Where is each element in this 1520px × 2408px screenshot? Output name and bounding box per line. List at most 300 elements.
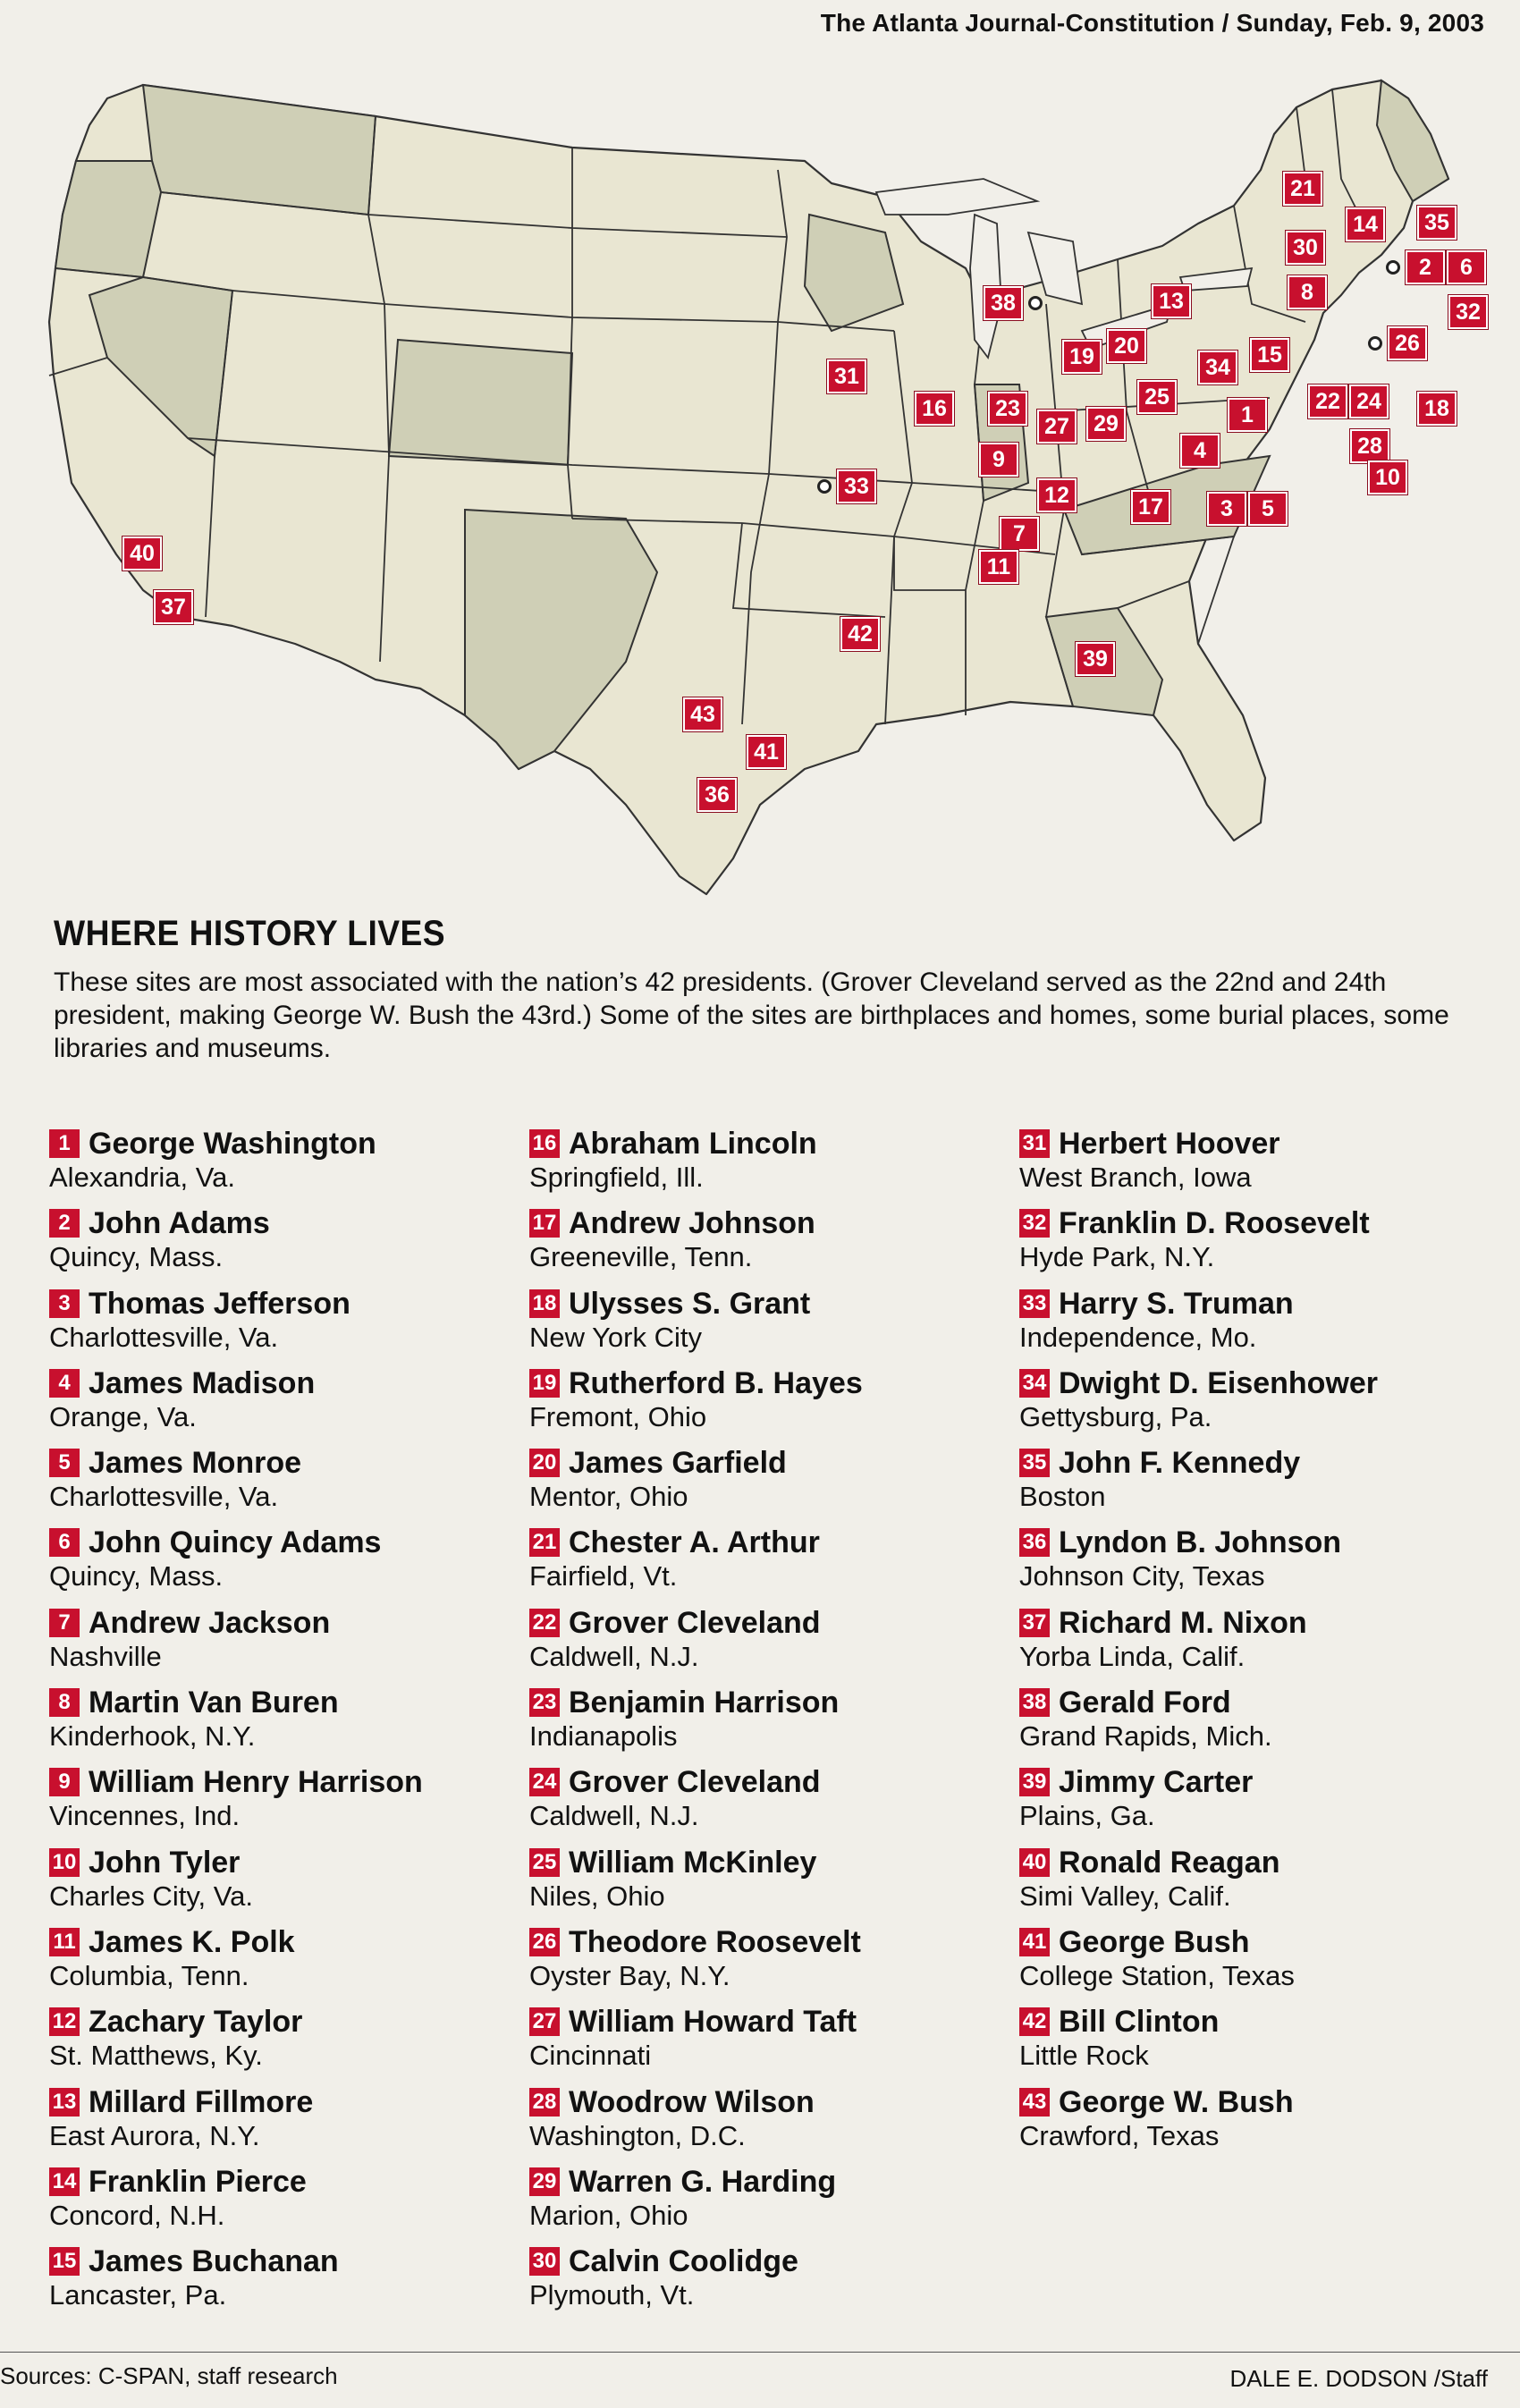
president-entry <box>529 1524 994 1603</box>
president-name: James Garfield <box>569 1446 787 1481</box>
president-number-badge: 25 <box>529 1848 560 1877</box>
page-title: WHERE HISTORY LIVES <box>54 914 446 953</box>
president-site-location: Quincy, Mass. <box>49 1241 224 1273</box>
president-site-location: St. Matthews, Ky. <box>49 2040 263 2072</box>
president-name-row <box>49 1444 514 1482</box>
president-entry <box>1019 1844 1484 1923</box>
marker-label-34: 34 <box>1198 351 1237 384</box>
president-name-row <box>1019 1604 1484 1642</box>
president-site-location: Concord, N.H. <box>49 2199 225 2231</box>
marker-label-13: 13 <box>1152 284 1191 318</box>
president-entry <box>1019 1204 1484 1284</box>
president-name: Lyndon B. Johnson <box>1059 1525 1342 1560</box>
map-marker-22-24[interactable] <box>1308 384 1389 418</box>
president-number-badge: 35 <box>1019 1449 1050 1477</box>
map-marker-40[interactable] <box>122 537 162 570</box>
president-site-location: Washington, D.C. <box>529 2119 746 2151</box>
president-number-badge: 9 <box>49 1768 80 1796</box>
president-entry <box>49 1524 514 1603</box>
president-number-badge: 8 <box>49 1688 80 1717</box>
president-name: Thomas Jefferson <box>89 1286 350 1321</box>
president-name: James Buchanan <box>89 2244 339 2279</box>
president-number-badge: 41 <box>1019 1928 1050 1956</box>
president-site-location: Lancaster, Pa. <box>49 2279 227 2311</box>
president-site-location: Charlottesville, Va. <box>49 1321 279 1353</box>
president-entry <box>49 1923 514 2003</box>
president-name-row <box>529 1763 994 1801</box>
president-site-location: Columbia, Tenn. <box>49 1959 249 1991</box>
map-marker-7[interactable] <box>1000 517 1039 551</box>
marker-label-32: 32 <box>1448 295 1488 329</box>
president-site-location: Hyde Park, N.Y. <box>1019 1241 1215 1273</box>
marker-label-40: 40 <box>122 537 162 570</box>
marker-label-33: 33 <box>837 469 876 503</box>
marker-label-21: 21 <box>1283 172 1322 206</box>
president-number-badge: 12 <box>49 2007 80 2036</box>
marker-label-3: 3 <box>1207 492 1246 526</box>
president-name: Harry S. Truman <box>1059 1286 1294 1321</box>
president-entry <box>1019 1763 1484 1843</box>
marker-dot <box>1368 336 1382 351</box>
map-marker-15[interactable] <box>1250 338 1289 372</box>
map-marker-25[interactable] <box>1137 380 1177 414</box>
map-marker-17[interactable] <box>1131 490 1170 524</box>
president-entry <box>529 1204 994 1284</box>
president-number-badge: 14 <box>49 2167 80 2196</box>
marker-label-14: 14 <box>1346 207 1385 241</box>
president-entry <box>529 1285 994 1365</box>
marker-label-4: 4 <box>1180 434 1220 468</box>
president-name-row <box>49 1285 514 1322</box>
president-name-row <box>1019 1684 1484 1721</box>
president-entry <box>529 1365 994 1444</box>
president-number-badge: 30 <box>529 2247 560 2276</box>
president-number-badge: 29 <box>529 2167 560 2196</box>
president-name-row <box>49 2243 514 2280</box>
president-entry <box>529 1844 994 1923</box>
president-name-row <box>49 1763 514 1801</box>
marker-label-30: 30 <box>1286 231 1325 265</box>
marker-label-15: 15 <box>1250 338 1289 372</box>
president-name-row <box>49 2003 514 2040</box>
sources-note: Sources: C-SPAN, staff research <box>0 2362 338 2389</box>
president-name-row <box>49 2163 514 2201</box>
president-name-row <box>529 2083 994 2121</box>
map-marker-38[interactable] <box>984 286 1043 320</box>
president-name: George Bush <box>1059 1924 1250 1959</box>
president-name-row <box>529 1844 994 1881</box>
president-number-badge: 2 <box>49 1209 80 1238</box>
president-name-row <box>49 1125 514 1162</box>
president-name: Andrew Jackson <box>89 1605 331 1640</box>
president-number-badge: 22 <box>529 1609 560 1637</box>
president-name-row <box>1019 2083 1484 2121</box>
map-marker-29[interactable] <box>1086 407 1126 441</box>
president-name: James Monroe <box>89 1446 302 1481</box>
marker-label-20: 20 <box>1107 329 1146 363</box>
president-name: Franklin D. Roosevelt <box>1059 1206 1370 1241</box>
president-name: Theodore Roosevelt <box>569 1924 861 1959</box>
president-site-location: Niles, Ohio <box>529 1880 665 1912</box>
president-name-row <box>49 1844 514 1881</box>
president-number-badge: 24 <box>529 1768 560 1796</box>
president-site-location: Johnson City, Texas <box>1019 1560 1265 1593</box>
marker-dot <box>817 479 832 494</box>
president-name-row <box>529 1125 994 1162</box>
president-entry <box>49 1684 514 1763</box>
president-name-row <box>1019 1285 1484 1322</box>
president-name: Martin Van Buren <box>89 1686 339 1720</box>
marker-label-42: 42 <box>840 617 880 651</box>
president-number-badge: 42 <box>1019 2007 1050 2036</box>
marker-label-1: 1 <box>1228 398 1267 432</box>
marker-label-10: 10 <box>1368 460 1407 494</box>
president-entry <box>49 1763 514 1843</box>
us-map <box>0 36 1520 912</box>
president-name-row <box>529 2163 994 2201</box>
president-name-row <box>529 1684 994 1721</box>
map-marker-43[interactable] <box>683 697 722 731</box>
president-name: William McKinley <box>569 1845 817 1880</box>
president-site-location: New York City <box>529 1321 702 1353</box>
president-site-location: Mentor, Ohio <box>529 1481 688 1513</box>
president-site-location: Indianapolis <box>529 1720 678 1753</box>
president-number-badge: 28 <box>529 2088 560 2117</box>
map-marker-41[interactable] <box>747 735 786 769</box>
president-site-location: Orange, Va. <box>49 1400 197 1432</box>
president-entry <box>1019 1444 1484 1524</box>
map-marker-13[interactable] <box>1152 284 1191 318</box>
president-number-badge: 26 <box>529 1928 560 1956</box>
map-marker-18[interactable] <box>1417 392 1457 426</box>
president-site-location: Simi Valley, Calif. <box>1019 1880 1231 1912</box>
president-name-row <box>49 1684 514 1721</box>
president-name: Franklin Pierce <box>89 2164 307 2199</box>
marker-label-5: 5 <box>1248 492 1288 526</box>
president-entry <box>49 1604 514 1684</box>
president-name: Abraham Lincoln <box>569 1127 817 1161</box>
marker-dot <box>1386 260 1400 275</box>
president-name-row <box>1019 1365 1484 1402</box>
president-number-badge: 33 <box>1019 1289 1050 1318</box>
president-entry <box>49 2163 514 2243</box>
president-name: Gerald Ford <box>1059 1686 1231 1720</box>
map-marker-20[interactable] <box>1107 329 1146 363</box>
president-name: Benjamin Harrison <box>569 1686 840 1720</box>
credit-line: DALE E. DODSON /Staff <box>1229 2365 1488 2392</box>
president-site-location: Charlottesville, Va. <box>49 1481 279 1513</box>
president-site-location: Independence, Mo. <box>1019 1321 1257 1353</box>
president-site-location: Crawford, Texas <box>1019 2119 1220 2151</box>
marker-label-27: 27 <box>1037 410 1077 444</box>
president-entry <box>49 2243 514 2322</box>
president-name: Chester A. Arthur <box>569 1525 820 1560</box>
president-site-location: Greeneville, Tenn. <box>529 1241 753 1273</box>
map-marker-16[interactable] <box>915 392 954 426</box>
president-site-location: Fairfield, Vt. <box>529 1560 678 1593</box>
map-marker-33[interactable] <box>817 469 876 503</box>
president-name: Millard Fillmore <box>89 2084 314 2119</box>
marker-label-23: 23 <box>988 392 1027 426</box>
president-name: John F. Kennedy <box>1059 1446 1301 1481</box>
president-entry <box>1019 1604 1484 1684</box>
marker-label-2: 2 <box>1406 250 1445 284</box>
president-name-row <box>49 1204 514 1242</box>
president-name-row <box>529 1923 994 1961</box>
intro-text: These sites are most associated with the nation’s 42 presidents. (Grover Cleveland served as the 22nd and 24th president, making George W. Bush the 43rd.) Some of the sites are birthplaces and homes, some burial places, some libraries and museums. <box>54 967 1449 1063</box>
marker-label-29: 29 <box>1086 407 1126 441</box>
president-entry <box>529 1604 994 1684</box>
president-name-row <box>529 1204 994 1242</box>
president-name-row <box>1019 1763 1484 1801</box>
map-marker-35[interactable] <box>1417 206 1457 240</box>
marker-dot <box>1028 296 1043 310</box>
marker-label-37: 37 <box>154 590 193 624</box>
map-marker-39[interactable] <box>1076 642 1115 676</box>
president-site-location: Boston <box>1019 1481 1106 1513</box>
marker-label-24: 24 <box>1349 384 1389 418</box>
marker-label-41: 41 <box>747 735 786 769</box>
marker-label-36: 36 <box>697 778 737 812</box>
president-number-badge: 36 <box>1019 1528 1050 1557</box>
president-entry <box>529 2243 994 2322</box>
president-site-location: Gettysburg, Pa. <box>1019 1400 1212 1432</box>
president-site-location: Quincy, Mass. <box>49 1560 224 1593</box>
map-marker-11[interactable] <box>979 550 1018 584</box>
marker-label-17: 17 <box>1131 490 1170 524</box>
president-name: John Quincy Adams <box>89 1525 382 1560</box>
president-entry <box>49 2003 514 2083</box>
president-number-badge: 31 <box>1019 1129 1050 1158</box>
president-number-badge: 38 <box>1019 1688 1050 1717</box>
president-site-location: Fremont, Ohio <box>529 1400 707 1432</box>
map-marker-19[interactable] <box>1062 340 1102 374</box>
marker-label-8: 8 <box>1288 275 1327 309</box>
president-site-location: Alexandria, Va. <box>49 1162 235 1193</box>
president-name-row <box>1019 1844 1484 1881</box>
president-name: Grover Cleveland <box>569 1605 821 1640</box>
map-marker-12[interactable] <box>1037 478 1077 512</box>
president-name: Woodrow Wilson <box>569 2084 815 2119</box>
president-number-badge: 34 <box>1019 1369 1050 1398</box>
marker-label-11: 11 <box>979 550 1018 584</box>
president-name-row <box>1019 1923 1484 1961</box>
marker-label-39: 39 <box>1076 642 1115 676</box>
president-entry <box>529 2083 994 2163</box>
president-name: Jimmy Carter <box>1059 1765 1254 1800</box>
president-number-badge: 10 <box>49 1848 80 1877</box>
president-list-col-1 <box>49 1125 514 2322</box>
president-name: Ronald Reagan <box>1059 1845 1280 1880</box>
president-name: Zachary Taylor <box>89 2005 303 2040</box>
president-number-badge: 11 <box>49 1928 80 1956</box>
marker-label-25: 25 <box>1137 380 1177 414</box>
president-entry <box>49 1125 514 1204</box>
president-entry <box>1019 2003 1484 2083</box>
president-number-badge: 27 <box>529 2007 560 2036</box>
president-name: George W. Bush <box>1059 2084 1294 2119</box>
president-entry <box>529 2163 994 2243</box>
president-name-row <box>529 2243 994 2280</box>
president-entry <box>49 1285 514 1365</box>
masthead: The Atlanta Journal-Constitution / Sunday, Feb. 9, 2003 <box>820 9 1484 37</box>
president-number-badge: 19 <box>529 1369 560 1398</box>
president-number-badge: 16 <box>529 1129 560 1158</box>
president-name-row <box>49 1923 514 1961</box>
president-name-row <box>1019 1204 1484 1242</box>
president-name-row <box>529 1604 994 1642</box>
president-entry <box>1019 1365 1484 1444</box>
state-colorado <box>389 340 572 465</box>
map-marker-10[interactable] <box>1368 460 1407 494</box>
president-number-badge: 15 <box>49 2247 80 2276</box>
president-site-location: Springfield, Ill. <box>529 1162 704 1193</box>
us-map-outline <box>0 36 1520 912</box>
president-site-location: Plymouth, Vt. <box>529 2279 695 2311</box>
president-name-row <box>529 2003 994 2040</box>
president-number-badge: 37 <box>1019 1609 1050 1637</box>
president-list-col-2 <box>529 1125 994 2322</box>
president-name-row <box>1019 1524 1484 1561</box>
president-number-badge: 13 <box>49 2088 80 2117</box>
president-name-row <box>49 1365 514 1402</box>
president-name: Herbert Hoover <box>1059 1127 1280 1161</box>
president-site-location: Yorba Linda, Calif. <box>1019 1640 1246 1672</box>
president-name-row <box>529 1285 994 1322</box>
marker-label-28: 28 <box>1350 429 1389 463</box>
state-oregon <box>55 161 161 277</box>
president-site-location: Charles City, Va. <box>49 1880 253 1912</box>
president-number-badge: 5 <box>49 1449 80 1477</box>
president-site-location: Little Rock <box>1019 2040 1149 2072</box>
president-site-location: East Aurora, N.Y. <box>49 2119 260 2151</box>
map-marker-36[interactable] <box>697 778 737 812</box>
president-entry <box>1019 1125 1484 1204</box>
marker-label-19: 19 <box>1062 340 1102 374</box>
president-name-row <box>49 1604 514 1642</box>
president-number-badge: 43 <box>1019 2088 1050 2117</box>
president-number-badge: 21 <box>529 1528 560 1557</box>
president-entry <box>49 1365 514 1444</box>
marker-label-9: 9 <box>979 443 1018 477</box>
map-marker-8[interactable] <box>1288 275 1327 309</box>
marker-label-43: 43 <box>683 697 722 731</box>
map-marker-26[interactable] <box>1368 326 1427 360</box>
marker-label-35: 35 <box>1417 206 1457 240</box>
marker-label-26: 26 <box>1388 326 1427 360</box>
president-site-location: Oyster Bay, N.Y. <box>529 1959 730 1991</box>
map-marker-32[interactable] <box>1448 295 1488 329</box>
marker-label-6: 6 <box>1447 250 1486 284</box>
map-marker-9[interactable] <box>979 443 1018 477</box>
map-marker-28[interactable] <box>1350 429 1389 463</box>
president-name-row <box>1019 1125 1484 1162</box>
president-site-location: Plains, Ga. <box>1019 1800 1155 1832</box>
president-entry <box>529 2003 994 2083</box>
president-number-badge: 3 <box>49 1289 80 1318</box>
president-site-location: College Station, Texas <box>1019 1959 1295 1991</box>
president-entry <box>529 1923 994 2003</box>
president-name: William Henry Harrison <box>89 1765 423 1800</box>
marker-label-22: 22 <box>1308 384 1347 418</box>
map-marker-3-5[interactable] <box>1207 492 1288 526</box>
president-entry <box>529 1125 994 1204</box>
map-marker-2-6[interactable] <box>1386 250 1486 284</box>
president-name-row <box>529 1524 994 1561</box>
president-site-location: West Branch, Iowa <box>1019 1162 1252 1193</box>
president-site-location: Nashville <box>49 1640 162 1672</box>
president-name: Warren G. Harding <box>569 2164 837 2199</box>
map-marker-14[interactable] <box>1346 207 1385 241</box>
president-name: Dwight D. Eisenhower <box>1059 1365 1379 1400</box>
marker-label-16: 16 <box>915 392 954 426</box>
president-site-location: Marion, Ohio <box>529 2199 688 2231</box>
marker-label-31: 31 <box>827 359 866 393</box>
president-name-row <box>529 1444 994 1482</box>
president-entry <box>1019 1923 1484 2003</box>
president-entry <box>529 1763 994 1843</box>
president-number-badge: 4 <box>49 1369 80 1398</box>
president-entry <box>49 2083 514 2163</box>
president-site-location: Kinderhook, N.Y. <box>49 1720 256 1753</box>
map-marker-23[interactable] <box>988 392 1027 426</box>
president-site-location: Cincinnati <box>529 2040 652 2072</box>
president-name: Calvin Coolidge <box>569 2244 798 2279</box>
president-entry <box>49 1844 514 1923</box>
president-entry <box>1019 1524 1484 1603</box>
map-marker-42[interactable] <box>840 617 880 651</box>
president-number-badge: 6 <box>49 1528 80 1557</box>
president-entry <box>529 1444 994 1524</box>
map-marker-30[interactable] <box>1286 231 1325 265</box>
lake-superior <box>876 179 1037 215</box>
marker-label-18: 18 <box>1417 392 1457 426</box>
president-site-location: Caldwell, N.J. <box>529 1640 699 1672</box>
footer-divider <box>0 2352 1520 2353</box>
president-name: John Adams <box>89 1206 270 1241</box>
president-site-location: Vincennes, Ind. <box>49 1800 241 1832</box>
president-name: Andrew Johnson <box>569 1206 815 1241</box>
president-name: Grover Cleveland <box>569 1765 821 1800</box>
president-name-row <box>529 1365 994 1402</box>
map-marker-1[interactable] <box>1228 398 1267 432</box>
map-marker-37[interactable] <box>154 590 193 624</box>
map-marker-31[interactable] <box>827 359 866 393</box>
president-name: Ulysses S. Grant <box>569 1286 811 1321</box>
president-site-location: Caldwell, N.J. <box>529 1800 699 1832</box>
president-name-row <box>49 1524 514 1561</box>
president-entry <box>1019 2083 1484 2163</box>
president-number-badge: 40 <box>1019 1848 1050 1877</box>
president-number-badge: 7 <box>49 1609 80 1637</box>
president-name: Bill Clinton <box>1059 2005 1220 2040</box>
marker-label-38: 38 <box>984 286 1023 320</box>
map-marker-21[interactable] <box>1283 172 1322 206</box>
president-name: James K. Polk <box>89 1924 295 1959</box>
president-name: William Howard Taft <box>569 2005 857 2040</box>
map-marker-27[interactable] <box>1037 410 1077 444</box>
president-name: James Madison <box>89 1365 316 1400</box>
map-marker-4[interactable] <box>1180 434 1220 468</box>
map-marker-34[interactable] <box>1198 351 1237 384</box>
president-number-badge: 1 <box>49 1129 80 1158</box>
president-name-row <box>49 2083 514 2121</box>
president-name: Richard M. Nixon <box>1059 1605 1307 1640</box>
marker-label-12: 12 <box>1037 478 1077 512</box>
president-name: Rutherford B. Hayes <box>569 1365 863 1400</box>
president-entry <box>529 1684 994 1763</box>
president-site-location: Grand Rapids, Mich. <box>1019 1720 1272 1753</box>
